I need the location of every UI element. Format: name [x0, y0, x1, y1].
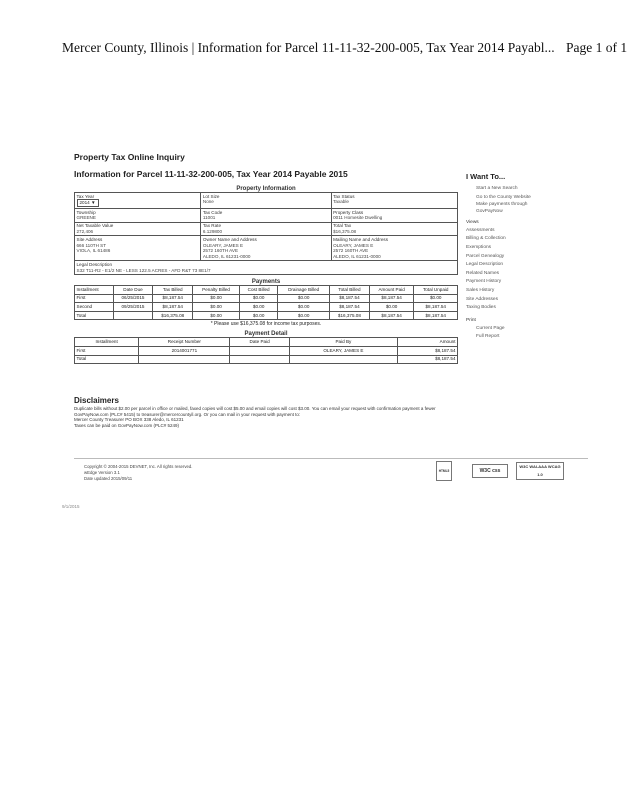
cell: $8,187.54 — [330, 303, 370, 312]
cell: Total — [75, 311, 114, 320]
cell: Total — [75, 355, 139, 364]
col-header: Amount Paid — [369, 286, 414, 295]
mailing-label: Mailing Name and Address — [333, 237, 388, 243]
footer-version: wEdge Version 3.1 — [84, 469, 120, 475]
tax-rate-label: Tax Rate — [202, 223, 222, 229]
sidebar-view-exemptions[interactable]: Exemptions — [466, 244, 492, 250]
total-tax-value: $16,375.08 — [333, 228, 357, 234]
col-header: Penalty Billed — [193, 286, 240, 295]
net-taxable-value: 272,406 — [76, 228, 94, 234]
table-row-total — [75, 311, 458, 320]
cell: $16,375.08 — [153, 311, 193, 320]
cell: First — [75, 347, 139, 356]
sidebar-views-label: Views — [466, 219, 479, 225]
net-taxable-label: Net Taxable Value — [76, 223, 114, 229]
lot-size-label: Lot Size — [202, 193, 220, 199]
cell: $8,187.54 — [414, 311, 458, 320]
cell: $8,187.54 — [369, 311, 414, 320]
col-header: Amount — [398, 338, 458, 347]
w3c-wcag-badge-label: W3C WAI-AAA WCAG 1.0 — [519, 464, 561, 477]
tax-status-value: Taxable — [333, 199, 349, 205]
property-class-label: Property Class — [333, 209, 364, 215]
date-stamp: 9/1/2015 — [62, 504, 80, 509]
tax-rate-value: 6.129800 — [202, 228, 223, 234]
lot-size-value: None — [202, 199, 214, 205]
cell: First — [75, 294, 114, 303]
cell: $0.00 — [278, 303, 330, 312]
payment-detail-table — [74, 337, 458, 364]
sidebar-view-sales-history[interactable]: Sales History — [466, 287, 495, 293]
cell: 09/25/2015 — [113, 303, 153, 312]
cell: $8,187.54 — [153, 294, 193, 303]
table-row — [75, 303, 458, 312]
payments-title: Payments — [251, 279, 281, 286]
sidebar-title: I Want To... — [466, 172, 506, 181]
col-header: Installment — [75, 338, 139, 347]
owner-line: 2572 160TH AVE — [202, 248, 239, 254]
w3c-css-badge — [472, 464, 508, 478]
footer-divider — [74, 458, 588, 459]
cell: $0.00 — [369, 303, 414, 312]
sidebar-view-site-addresses[interactable]: Site Addresses — [466, 296, 498, 302]
cell: $8,187.54 — [398, 347, 458, 356]
sidebar-view-legal[interactable]: Legal Description — [466, 262, 504, 268]
tax-year-label: Tax Year — [76, 193, 95, 199]
col-header: Paid By — [289, 338, 397, 347]
sidebar-view-billing[interactable]: Billing & Collection — [466, 236, 506, 242]
sidebar-print-current-page[interactable]: Current Page — [476, 325, 505, 331]
sidebar — [466, 172, 586, 342]
sidebar-link-new-search[interactable]: Start a New Search — [476, 186, 518, 191]
cell — [139, 355, 230, 364]
cell: OLEARY, JAMES E — [289, 347, 397, 356]
col-header: Total Billed — [330, 286, 370, 295]
cell: $16,375.08 — [330, 311, 370, 320]
print-header-title: Mercer County, Illinois | Information for Parcel 11-11-32-200-005, Tax Year 2014 Payabl... — [62, 40, 555, 55]
property-class-value: 0011 Homesite Dwelling — [333, 215, 383, 221]
sidebar-link-payments[interactable]: Make payments through — [476, 202, 528, 208]
sidebar-print-label: Print — [466, 317, 476, 323]
payments-table — [74, 285, 458, 320]
col-header: Tax Billed — [153, 286, 193, 295]
col-header: Total Unpaid — [414, 286, 458, 295]
cell — [230, 355, 289, 364]
disclaimer-line: Taxes can be paid on GovPayNow.com (PLC# 5249) — [74, 422, 180, 428]
property-info-table — [74, 192, 458, 275]
owner-label: Owner Name and Address — [202, 237, 257, 243]
income-tax-note: * Please use $16,375.08 for income tax purposes. — [210, 321, 322, 328]
footer-copyright: Copyright © 2004-2015 DEVNET, Inc. All rights reserved. — [84, 464, 193, 469]
payment-detail-header-row — [75, 338, 458, 347]
cell — [230, 347, 289, 356]
print-header-page: Page 1 of 1 — [566, 40, 627, 55]
township-value: GREENE — [76, 215, 96, 221]
sidebar-print-full-report[interactable]: Full Report — [476, 334, 500, 340]
sidebar-link-govpaynow[interactable]: GovPayNow — [476, 208, 503, 214]
cell: 06/25/2015 — [113, 294, 153, 303]
cell: $0.00 — [193, 294, 240, 303]
disclaimer-line: Mercer County Treasurer PO BOX 338 Aledo, IL 61231 — [74, 417, 184, 423]
tax-code-label: Tax Code — [202, 209, 223, 215]
table-row — [75, 347, 458, 356]
site-address-line: 666 110TH ST — [76, 242, 107, 248]
disclaimer-line: Duplicate bills without $2.00 per parcel in office or mailed, faxed copies will cost $5.00 and email copies will cost $3.00. You can email your request with confirmation payment a fewer — [74, 406, 436, 411]
sidebar-view-taxing-bodies[interactable]: Taxing Bodies — [466, 305, 496, 311]
mailing-line: ALEDO, IL 61231-0000 — [333, 253, 381, 259]
cell: $8,187.54 — [398, 355, 458, 364]
sidebar-link-county-website[interactable]: Go to the County Website — [476, 194, 531, 200]
page-heading: Property Tax Online Inquiry — [74, 152, 185, 162]
sidebar-view-related-names[interactable]: Related Names — [466, 270, 500, 276]
cell — [289, 355, 397, 364]
disclaimers-text — [74, 406, 594, 428]
disclaimers-title: Disclaimers — [74, 396, 119, 405]
cell: $0.00 — [414, 294, 458, 303]
w3c-css-badge-label: W3C css — [479, 468, 501, 474]
township-label: Township — [76, 209, 96, 215]
legal-value: S32 T11-R2 - E1/2 NE - LESS 122.5 ACRES - AFD R&T 73 8E1/7 — [76, 267, 211, 273]
col-header: Date Paid — [230, 338, 289, 347]
col-header: Date Due — [113, 286, 153, 295]
tax-status-label: Tax Status — [333, 193, 355, 199]
table-row — [75, 294, 458, 303]
site-address-line: VIOLA, IL 61486 — [76, 248, 111, 254]
owner-line: OLEARY, JAMES E — [202, 242, 244, 248]
col-header: Drainage Billed — [278, 286, 330, 295]
cell: $8,187.54 — [153, 303, 193, 312]
sidebar-view-assessments[interactable]: Assessments — [466, 227, 495, 233]
footer-date: Date updated 2015/09/11 — [84, 475, 133, 481]
cell: $0.00 — [193, 303, 240, 312]
property-info-title: Property Information — [236, 186, 296, 192]
col-header: Cost Billed — [240, 286, 278, 295]
sidebar-view-genealogy[interactable]: Parcel Genealogy — [466, 253, 505, 259]
cell: $0.00 — [278, 294, 330, 303]
footer — [84, 464, 193, 481]
cell: $8,187.54 — [330, 294, 370, 303]
main-content — [74, 186, 458, 364]
cell: $8,187.54 — [414, 303, 458, 312]
payments-header-row — [75, 286, 458, 295]
owner-line: ALEDO, IL 61231-0000 — [202, 253, 251, 259]
mailing-line: OLEARY, JAMES E — [333, 242, 374, 248]
print-header — [62, 40, 627, 56]
tax-year-select[interactable]: 2014 ▼ — [77, 199, 99, 207]
cell: $0.00 — [240, 311, 278, 320]
disclaimer-line: GovPayNow.com (PLC# 5415) to treasurer@mercercountyil.org. Or you can mail in your request with payment to: — [74, 411, 301, 417]
cell: $0.00 — [240, 294, 278, 303]
sidebar-view-payment-history[interactable]: Payment History — [466, 279, 502, 285]
cell: $0.00 — [240, 303, 278, 312]
cell: $0.00 — [193, 311, 240, 320]
parcel-heading: Information for Parcel 11-11-32-200-005, Tax Year 2014 Payable 2015 — [74, 169, 348, 179]
cell: 2014001771 — [139, 347, 230, 356]
html5-badge-label: HTML5 — [438, 469, 450, 473]
legal-label: Legal Description — [76, 262, 112, 268]
col-header: Installment — [75, 286, 114, 295]
cell: $8,187.54 — [369, 294, 414, 303]
mailing-line: 2572 160TH AVE — [333, 248, 369, 254]
cell: Second — [75, 303, 114, 312]
total-tax-label: Total Tax — [333, 223, 352, 229]
col-header: Receipt Number — [139, 338, 230, 347]
html5-badge — [436, 461, 452, 481]
cell: $0.00 — [278, 311, 330, 320]
cell — [113, 311, 153, 320]
table-row-total — [75, 355, 458, 364]
payment-detail-title: Payment Detail — [244, 331, 288, 338]
site-address-label: Site Address — [76, 237, 103, 243]
w3c-wcag-badge — [516, 462, 564, 480]
tax-code-value: 11001 — [202, 215, 216, 221]
